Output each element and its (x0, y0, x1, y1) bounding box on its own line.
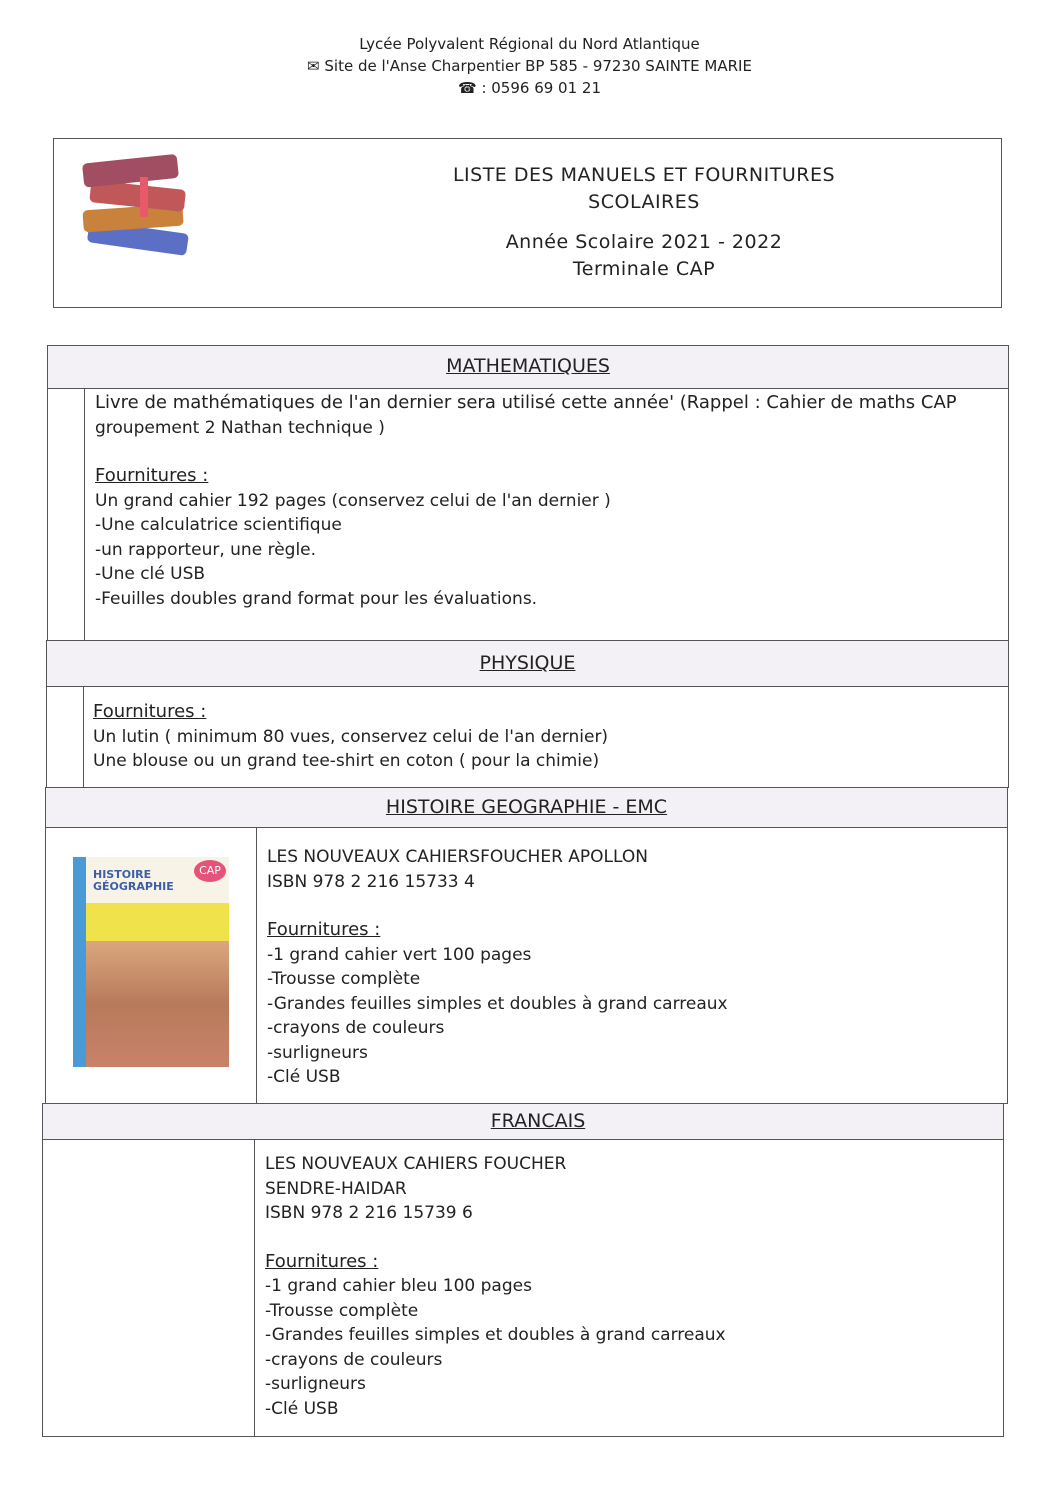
school-phone: ☎ : 0596 69 01 21 (457, 79, 601, 97)
section-body-physique: Fournitures : Un lutin ( minimum 80 vues, conservez celui de l'an dernier) Une blouse ou un grand tee-shirt en coton ( pour la chimie) (46, 686, 1009, 788)
title-line-1: LISTE DES MANUELS ET FOURNITURES (452, 164, 836, 186)
school-address: ✉ Site de l'Anse Charpentier BP 585 - 97230 SAINTE MARIE (307, 57, 752, 75)
school-name: Lycée Polyvalent Régional du Nord Atlantique (359, 35, 700, 53)
books-icon (68, 147, 203, 272)
title-line-2: SCOLAIRES (588, 191, 700, 213)
book-cover-image: HISTOIRE GÉOGRAPHIE CAP (73, 857, 229, 1067)
section-heading-histoire: HISTOIRE GEOGRAPHIE - EMC (45, 787, 1008, 828)
section-body-francais: LES NOUVEAUX CAHIERS FOUCHER SENDRE-HAIDAR ISBN 978 2 216 15739 6 Fournitures : -1 grand cahier bleu 100 pages -Trousse complète -Grandes feuilles simples et doubles à grand carreaux -crayons de couleurs -surligneurs -Clé USB (42, 1139, 1004, 1437)
section-body-histoire: HISTOIRE GÉOGRAPHIE CAP LES NOUVEAUX CAHIERSFOUCHER APOLLON ISBN 978 2 216 15733 4 Fournitures : -1 grand cahier vert 100 pages -Trousse complète -Grandes feuilles simples et doubles à grand carreaux -crayons de couleurs -surligneurs -Clé USB (45, 827, 1008, 1104)
section-heading-francais: FRANCAIS (42, 1103, 1004, 1140)
title-box (53, 138, 1002, 308)
section-heading-physique: PHYSIQUE (46, 640, 1009, 687)
section-body-math: Livre de mathématiques de l'an dernier sera utilisé cette année' (Rappel : Cahier de maths CAP groupement 2 Nathan technique ) Fournitures : Un grand cahier 192 pages (conservez celui de l'an dernier ) -Une calculatrice scientifique -un rapporteur, une règle. -Une clé USB -Feuilles doubles grand format pour les évaluations. (47, 388, 1009, 641)
phone-icon: ☎ (457, 79, 482, 97)
school-year: Année Scolaire 2021 - 2022 (505, 231, 783, 253)
section-heading-math: MATHEMATIQUES (47, 345, 1009, 389)
class-level: Terminale CAP (572, 258, 716, 280)
envelope-icon: ✉ (307, 57, 325, 75)
